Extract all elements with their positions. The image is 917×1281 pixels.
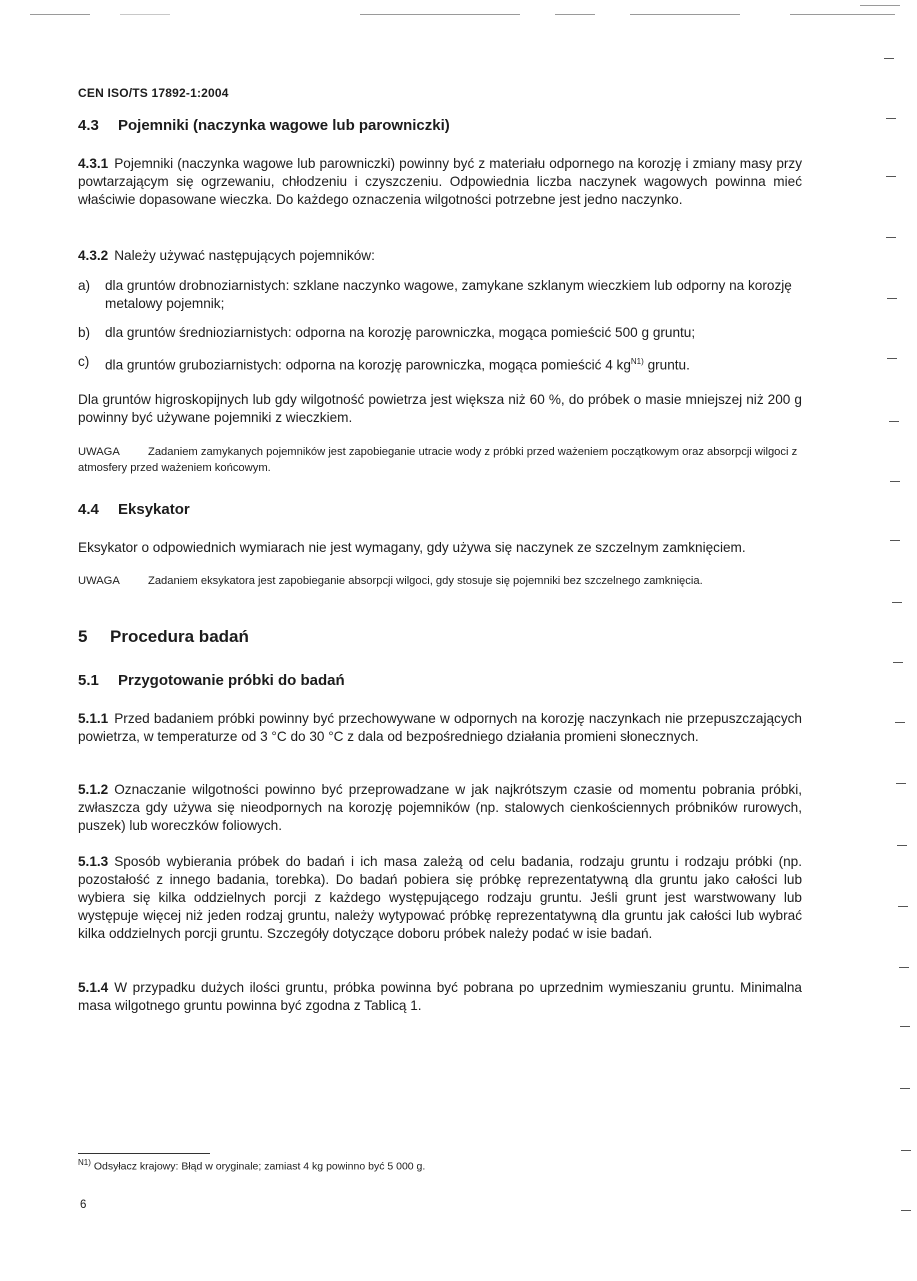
- section-number: 5.1: [78, 672, 99, 689]
- section-number: 4.4: [78, 501, 99, 518]
- scan-margin-mark: [886, 176, 896, 177]
- paragraph-text: Pojemniki (naczynka wagowe lub parowniczki) powinny być z materiału odpornego na korozję i zmiany masy przy powtarzającym się ogrzewaniu, chłodzeniu i czyszczeniu. Odpowiednia liczba naczynek wagowych powinna mieć właściwie dopasowane wieczka. Do każdego oznaczenia wilgotności potrzebne jest jedno naczynko.: [78, 156, 802, 207]
- list-marker: c): [78, 354, 90, 369]
- paragraph-number: 4.3.2: [78, 248, 109, 263]
- section-title: Eksykator: [118, 501, 190, 518]
- section-heading-4-4: [78, 501, 190, 518]
- paragraph-5-1-2: [78, 781, 802, 835]
- note-text: Zadaniem eksykatora jest zapobieganie absorpcji wilgoci, gdy stosuje się pojemniki bez szczelnego zamknięcia.: [148, 575, 703, 587]
- scan-margin-mark: [900, 1026, 910, 1027]
- paragraph-5-1-1: [78, 710, 802, 746]
- paragraph-5-1-3: [78, 853, 802, 943]
- scan-edge-line: [630, 14, 740, 15]
- footnote-separator: [78, 1153, 210, 1154]
- scan-edge-line: [120, 14, 170, 15]
- list-item-text: dla gruntów średnioziarnistych: odporna na korozję parowniczka, mogąca pomieścić 500 g gruntu;: [105, 325, 696, 340]
- note-4-3: [78, 444, 802, 476]
- paragraph-text: Eksykator o odpowiednich wymiarach nie jest wymagany, gdy używa się naczynek ze szczelnym zamknięciem.: [78, 540, 746, 555]
- scan-margin-mark: [896, 783, 906, 784]
- scan-margin-mark: [895, 722, 905, 723]
- list-item-text-wrap: [105, 353, 802, 375]
- scan-edge-line: [555, 14, 595, 15]
- paragraph-number: 5.1.2: [78, 782, 109, 797]
- scan-margin-mark: [887, 298, 897, 299]
- paragraph-4-4: [78, 539, 802, 557]
- paragraph-number: 4.3.1: [78, 156, 109, 171]
- paragraph-text: Oznaczanie wilgotności powinno być przeprowadzane w jak najkrótszym czasie od momentu pobrania próbki, zwłaszcza gdy używa się nieodpornych na korozję pojemników (np. stalowych cienkościennych próbników rurowych, puszek) lub woreczków foliowych.: [78, 782, 802, 833]
- paragraph-text: Dla gruntów higroskopijnych lub gdy wilgotność powietrza jest większa niż 60 %, do próbek o masie mniejszej niż 200 g powinny być używane pojemniki z wieczkiem.: [78, 392, 802, 425]
- scan-margin-mark: [890, 481, 900, 482]
- paragraph-text: W przypadku dużych ilości gruntu, próbka powinna być pobrana po uprzednim wymieszaniu gruntu. Minimalna masa wilgotnego gruntu powinna być zgodna z Tablicą 1.: [78, 980, 802, 1013]
- note-label: UWAGA: [78, 446, 120, 458]
- section-number: 4.3: [78, 117, 99, 134]
- section-heading-5: [78, 627, 249, 647]
- scan-edge-line: [30, 14, 90, 15]
- note-text: Zadaniem zamykanych pojemników jest zapobieganie utracie wody z próbki przed ważeniem początkowym oraz absorpcji wilgoci z atmosfery przed ważeniem końcowym.: [78, 446, 798, 474]
- note-4-4: [78, 573, 802, 589]
- paragraph-number: 5.1.1: [78, 711, 109, 726]
- scan-margin-mark: [884, 58, 894, 59]
- scan-edge-line: [360, 14, 520, 15]
- scan-margin-mark: [899, 967, 909, 968]
- footnote-mark: N1): [78, 1158, 91, 1167]
- list-item: [78, 353, 802, 375]
- note-label: UWAGA: [78, 575, 120, 587]
- scan-margin-mark: [889, 421, 899, 422]
- scan-margin-mark: [886, 118, 896, 119]
- scan-margin-mark: [892, 602, 902, 603]
- paragraph-text: Należy używać następujących pojemników:: [114, 248, 375, 263]
- paragraph-4-3-2: [78, 247, 802, 265]
- paragraph-text: Sposób wybierania próbek do badań i ich masa zależą od celu badania, rodzaju gruntu i rodzaju próbki (np. pozostałość z innego badania, torebka). Do badań pobiera się próbkę reprezentatywną dla gruntu jako całości lub wybiera się kilka oddzielnych porcji z każdego występującego rodzaju gruntu. Jeśli grunt jest warstwowany lub występuje więcej niż jeden rodzaj gruntu, należy wytypować próbkę reprezentatywną dla gruntu jak całości lub wybrać kilka oddzielnych porcji gruntu. Szczegóły dotyczące doboru próbek należy podać w isie badań.: [78, 854, 802, 941]
- paragraph-4-3-3: [78, 391, 802, 427]
- footnote-text: Odsyłacz krajowy: Błąd w oryginale; zamiast 4 kg powinno być 5 000 g.: [93, 1160, 426, 1173]
- scan-margin-mark: [886, 237, 896, 238]
- scan-margin-mark: [898, 906, 908, 907]
- footnote-reference: N1): [630, 357, 644, 366]
- page-number: 6: [80, 1199, 87, 1211]
- scan-margin-mark: [890, 540, 900, 541]
- paragraph-5-1-4: [78, 979, 802, 1015]
- scan-margin-mark: [901, 1150, 911, 1151]
- section-title: Pojemniki (naczynka wagowe lub parowniczki): [118, 117, 450, 134]
- section-title: Procedura badań: [110, 627, 249, 646]
- document-identifier: CEN ISO/TS 17892-1:2004: [78, 86, 229, 100]
- paragraph-number: 5.1.3: [78, 854, 109, 869]
- section-heading-5-1: [78, 672, 345, 689]
- scan-margin-mark: [887, 358, 897, 359]
- list-marker: b): [78, 325, 91, 340]
- paragraph-4-3-1: [78, 155, 802, 209]
- section-heading-4-3: [78, 117, 450, 134]
- list-item: [78, 324, 802, 342]
- scan-margin-mark: [901, 1210, 911, 1211]
- footnote: [78, 1158, 425, 1173]
- scan-margin-mark: [893, 662, 903, 663]
- section-number: 5: [78, 627, 88, 646]
- paragraph-text: Przed badaniem próbki powinny być przechowywane w odpornych na korozję naczynkach nie przepuszczających powietrza, w temperaturze od 3 °C do 30 °C z dala od bezpośredniego działania promieni słonecznych.: [78, 711, 802, 744]
- list-marker: a): [78, 278, 91, 293]
- list-item: [78, 277, 802, 313]
- list-item-text: dla gruntów gruboziarnistych: odporna na korozję parowniczka, mogąca pomieścić 4 kg: [105, 357, 631, 373]
- scan-edge-line: [790, 14, 895, 15]
- paragraph-number: 5.1.4: [78, 980, 109, 995]
- scan-edge-line: [860, 5, 900, 6]
- scan-margin-mark: [897, 845, 907, 846]
- list-item-text: dla gruntów drobnoziarnistych: szklane naczynko wagowe, zamykane szklanym wieczkiem lub odporny na korozję metalowy pojemnik;: [105, 278, 792, 311]
- section-title: Przygotowanie próbki do badań: [118, 672, 345, 689]
- scan-margin-mark: [900, 1088, 910, 1089]
- list-item-text-end: gruntu.: [643, 357, 690, 373]
